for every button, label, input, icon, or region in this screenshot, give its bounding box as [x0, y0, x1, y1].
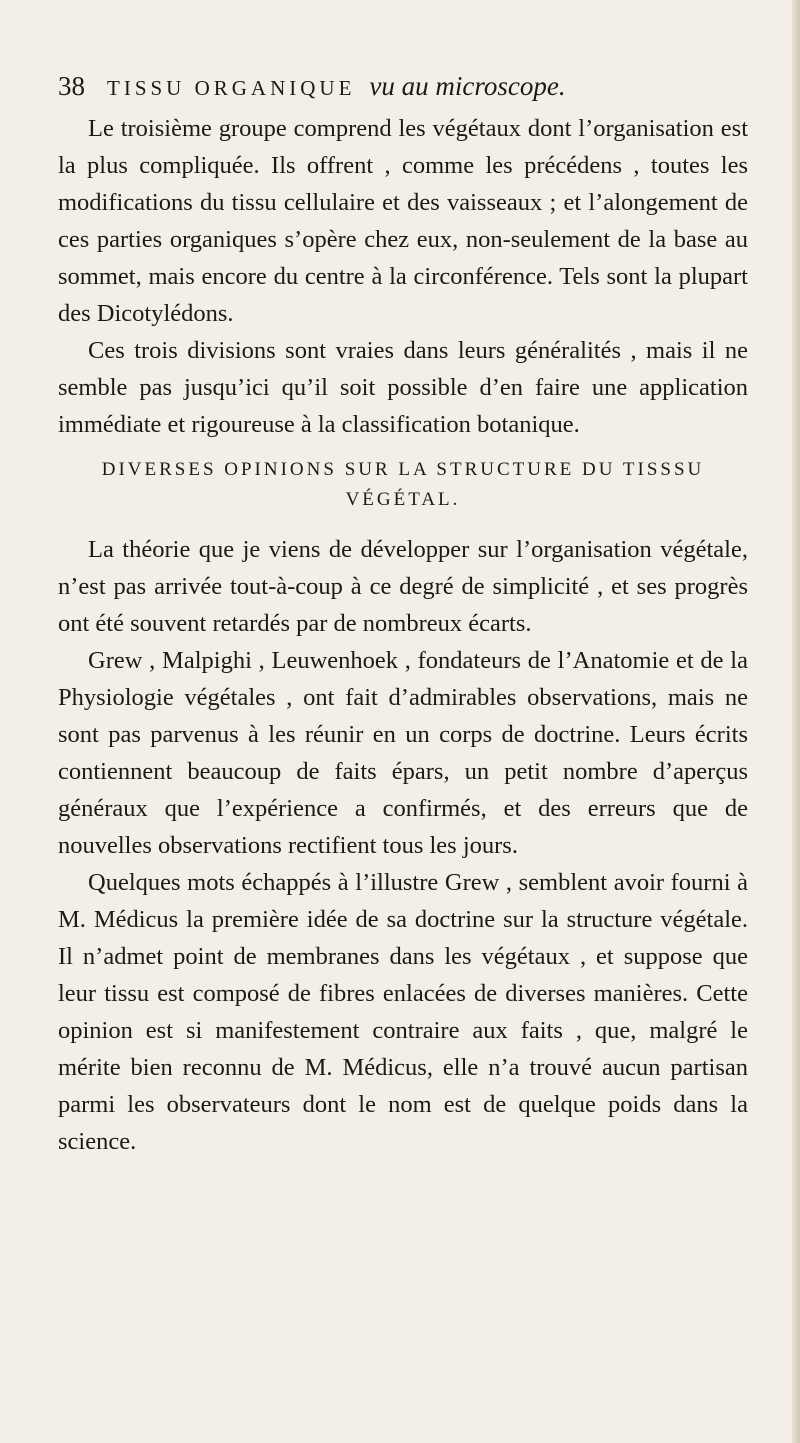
paragraph-founders: Grew , Malpighi , Leuwenhoek , fondateurs de l’Anatomie et de la Physiologie végétales , ont fait d’admirables observations, mais ne sont pas parvenus à les réunir en un corps de doctrine. Leurs écrits contiennent beaucoup de faits épars, un petit nombre d’aperçus généraux que l’expérience a confirmés, et des erreurs que de nouvelles observations rectifient tous les jours.: [58, 647, 748, 859]
section-heading: [58, 455, 748, 515]
paragraph-three-divisions: Ces trois divisions sont vraies dans leurs généralités , mais il ne semble pas jusqu’ici qu’il soit possible d’en faire une application immédiate et rigoureuse à la classification botanique.: [58, 337, 748, 438]
running-title-italic: vu au microscope.: [369, 71, 566, 101]
page-edge-shadow: [792, 0, 800, 1443]
book-page: [58, 68, 748, 1160]
page-number: 38: [58, 71, 85, 101]
paragraph-third-group: Le troisième groupe comprend les végétaux dont l’organisation est la plus compliquée. Ils offrent , comme les précédens , toutes les modifications du tissu cellulaire et des vaisseaux ; et l’alongement de ces parties organiques s’opère chez eux, non-seulement de la base au sommet, mais encore du centre à la circonférence. Tels sont la plupart des Dicotylédons.: [58, 115, 748, 327]
running-head: [58, 68, 748, 106]
section-heading-line-2: VÉGÉTAL.: [345, 489, 461, 510]
paragraph-theory: La théorie que je viens de développer sur l’organisation végétale, n’est pas arrivée tout-à-coup à ce degré de simplicité , et ses progrès ont été souvent retardés par de nombreux écarts.: [58, 536, 748, 637]
running-title-caps: TISSU ORGANIQUE: [107, 76, 356, 100]
section-heading-line-1: DIVERSES OPINIONS SUR LA STRUCTURE DU TISSSU: [101, 459, 705, 480]
paragraph-medicus: Quelques mots échappés à l’illustre Grew , semblent avoir fourni à M. Médicus la première idée de sa doctrine sur la structure végétale. Il n’admet point de membranes dans les végétaux , et suppose que leur tissu est composé de fibres enlacées de diverses manières. Cette opinion est si manifestement contraire aux faits , que, malgré le mérite bien reconnu de M. Médicus, elle n’a trouvé aucun partisan parmi les observateurs dont le nom est de quelque poids dans la science.: [58, 869, 748, 1155]
